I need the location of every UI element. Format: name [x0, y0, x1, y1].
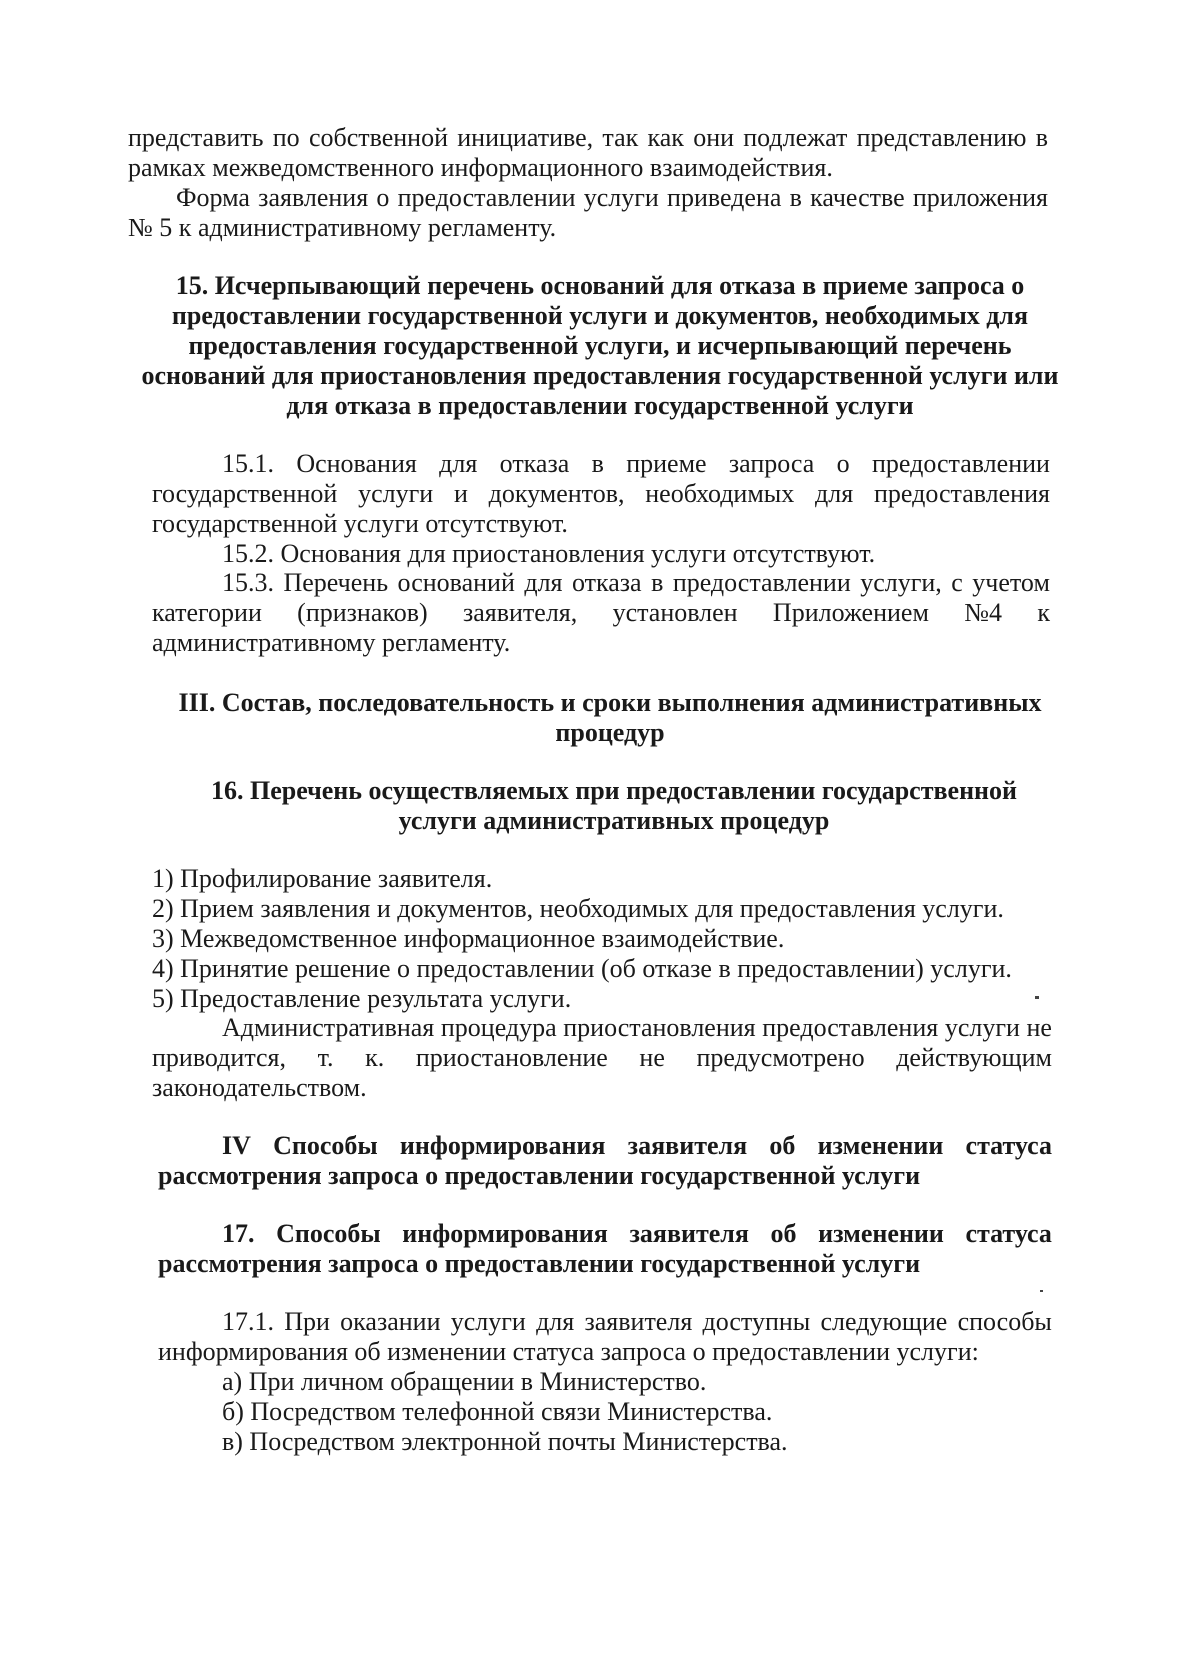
word: необходимых — [645, 479, 795, 508]
word: категории — [152, 598, 262, 627]
procedure-item-3: 3) Межведомственное информационное взаимодействие. — [152, 924, 785, 953]
paragraph-15-3-line-1 — [222, 567, 1050, 599]
procedure-item-5: 5) Предоставление результата услуги. — [152, 984, 572, 1013]
paragraph-17-1-line-1 — [222, 1306, 1052, 1338]
method-item-a: а) При личном обращении в Министерство. — [222, 1367, 707, 1396]
word: способы — [957, 1307, 1052, 1336]
paragraph-15-1-line-3: государственной услуги отсутствуют. — [152, 509, 568, 538]
word: действующим — [896, 1043, 1052, 1072]
procedure-note-line-3: законодательством. — [152, 1073, 367, 1102]
word: не — [1026, 1013, 1052, 1042]
word: т. — [317, 1043, 334, 1072]
word: установлен — [612, 598, 738, 627]
word: так — [602, 123, 639, 152]
word: собственной — [308, 123, 449, 152]
word: представлению — [856, 123, 1027, 152]
word: по — [272, 123, 300, 152]
word: для — [439, 449, 478, 478]
word: IV — [222, 1131, 251, 1160]
intro-line-1 — [128, 122, 1048, 154]
word: информирования — [402, 1219, 608, 1248]
paragraph-15-3-line-3: административному регламенту. — [152, 628, 511, 657]
word: 17. — [222, 1219, 255, 1248]
paragraph-15-2: 15.2. Основания для приостановления услуги отсутствуют. — [222, 539, 876, 568]
section-17-title-line-2: рассмотрения запроса о предоставлении государственной услуги — [158, 1249, 921, 1278]
word: отказа — [499, 449, 570, 478]
word: Административная — [222, 1013, 435, 1042]
word: отказа — [571, 568, 642, 597]
word: приостановление — [415, 1043, 608, 1072]
word: государственной — [152, 479, 338, 508]
word: учетом — [972, 568, 1050, 597]
word: приведена — [667, 183, 782, 212]
word: в — [1035, 123, 1048, 152]
word: услуги, — [860, 568, 942, 597]
word: предоставления — [873, 479, 1050, 508]
procedure-item-1: 1) Профилирование заявителя. — [152, 864, 493, 893]
method-item-c: в) Посредством электронной почты Министерства. — [222, 1427, 788, 1456]
intro-line-3 — [176, 182, 1048, 214]
word: процедура — [440, 1013, 557, 1042]
word: услуги — [944, 1013, 1020, 1042]
word: приеме — [626, 449, 707, 478]
word: о — [376, 183, 390, 212]
word: №4 — [964, 598, 1003, 627]
word: услуги — [450, 1307, 526, 1336]
section-3-title-line-1: III. Состав, последовательность и сроки выполнения административных — [178, 688, 1042, 717]
section-3-title-line-2: процедур — [555, 718, 665, 747]
word: 15.1. — [222, 449, 274, 478]
section-15-title-line-4: оснований для приостановления предоставления государственной услуги или — [141, 361, 1059, 390]
word: Приложением — [772, 598, 929, 627]
word: запроса — [728, 449, 815, 478]
section-17-title-line-1 — [222, 1218, 1052, 1250]
section-15-title-line-2: предоставлении государственной услуги и документов, необходимых для — [171, 301, 1029, 330]
word: предоставления — [762, 1013, 939, 1042]
word: как — [647, 123, 684, 152]
word: об — [770, 1219, 797, 1248]
paragraph-15-1-line-1 — [222, 448, 1050, 480]
word: оснований — [397, 568, 515, 597]
word: информирования — [399, 1131, 606, 1160]
procedure-item-2: 2) Прием заявления и документов, необходимых для предоставления услуги. — [152, 894, 1004, 923]
word: Способы — [273, 1131, 378, 1160]
word: предоставлении — [397, 183, 576, 212]
word: услуги — [358, 479, 434, 508]
word: 15.3. — [222, 568, 274, 597]
word: приложения — [912, 183, 1048, 212]
word: (признаков) — [297, 598, 428, 627]
word: доступны — [702, 1307, 811, 1336]
word: приостановления — [563, 1013, 756, 1042]
intro-line-4: № 5 к административному регламенту. — [128, 213, 557, 242]
word: При — [284, 1307, 330, 1336]
word: к — [1037, 598, 1050, 627]
section-15-title-line-3: предоставления государственной услуги, и исчерпывающий перечень — [188, 331, 1012, 360]
word: о — [836, 449, 850, 478]
word: в — [591, 449, 604, 478]
word: подлежат — [743, 123, 848, 152]
word: представить — [128, 123, 264, 152]
word: Основания — [296, 449, 417, 478]
word: предоставлении — [872, 449, 1050, 478]
word: следующие — [820, 1307, 948, 1336]
procedure-note-line-1 — [222, 1012, 1052, 1044]
scan-speck — [1035, 996, 1039, 999]
section-16-title-line-2: услуги административных процедур — [398, 806, 830, 835]
section-4-title-line-2: рассмотрения запроса о предоставлении государственной услуги — [158, 1161, 921, 1190]
word: оказании — [340, 1307, 441, 1336]
word: заявления — [258, 183, 369, 212]
word: Перечень — [283, 568, 389, 597]
word: статуса — [965, 1219, 1052, 1248]
word: документов, — [488, 479, 625, 508]
word: инициативе, — [457, 123, 594, 152]
word: статуса — [965, 1131, 1052, 1160]
word: к. — [365, 1043, 385, 1072]
word: приводится, — [152, 1043, 286, 1072]
word: заявителя — [629, 1219, 749, 1248]
word: не — [639, 1043, 665, 1072]
word: для — [536, 1307, 575, 1336]
word: предоставлении — [672, 568, 851, 597]
paragraph-17-1-line-2: информирования об изменении статуса запроса о предоставлении услуги: — [158, 1337, 979, 1366]
procedure-item-4: 4) Принятие решение о предоставлении (об отказе в предоставлении) услуги. — [152, 954, 1012, 983]
method-item-b: б) Посредством телефонной связи Министерства. — [222, 1397, 773, 1426]
section-16-title-line-1: 16. Перечень осуществляемых при предоставлении государственной — [210, 776, 1018, 805]
word: предусмотрено — [696, 1043, 865, 1072]
word: они — [693, 123, 735, 152]
word: изменении — [818, 1219, 944, 1248]
intro-line-2: рамках межведомственного информационного взаимодействия. — [128, 153, 833, 182]
word: в — [651, 568, 664, 597]
word: и — [453, 479, 468, 508]
scan-speck — [1040, 1290, 1043, 1292]
word: 17.1. — [222, 1307, 274, 1336]
word: с — [951, 568, 963, 597]
paragraph-15-3-line-2 — [152, 597, 1050, 629]
word: Форма — [176, 183, 250, 212]
word: об — [769, 1131, 796, 1160]
word: в — [789, 183, 802, 212]
paragraph-15-1-line-2 — [152, 478, 1050, 510]
word: услуги — [583, 183, 659, 212]
section-15-title-line-1: 15. Исчерпывающий перечень оснований для отказа в приеме запроса о — [175, 271, 1025, 300]
word: для — [815, 479, 854, 508]
word: качестве — [810, 183, 905, 212]
word: изменении — [817, 1131, 944, 1160]
word: для — [524, 568, 563, 597]
word: заявителя — [584, 1307, 693, 1336]
procedure-note-line-2 — [152, 1042, 1052, 1074]
section-4-title-line-1 — [222, 1130, 1052, 1162]
word: заявителя — [627, 1131, 748, 1160]
word: заявителя, — [462, 598, 578, 627]
section-15-title-line-5: для отказа в предоставлении государственной услуги — [286, 391, 914, 420]
word: Способы — [276, 1219, 381, 1248]
